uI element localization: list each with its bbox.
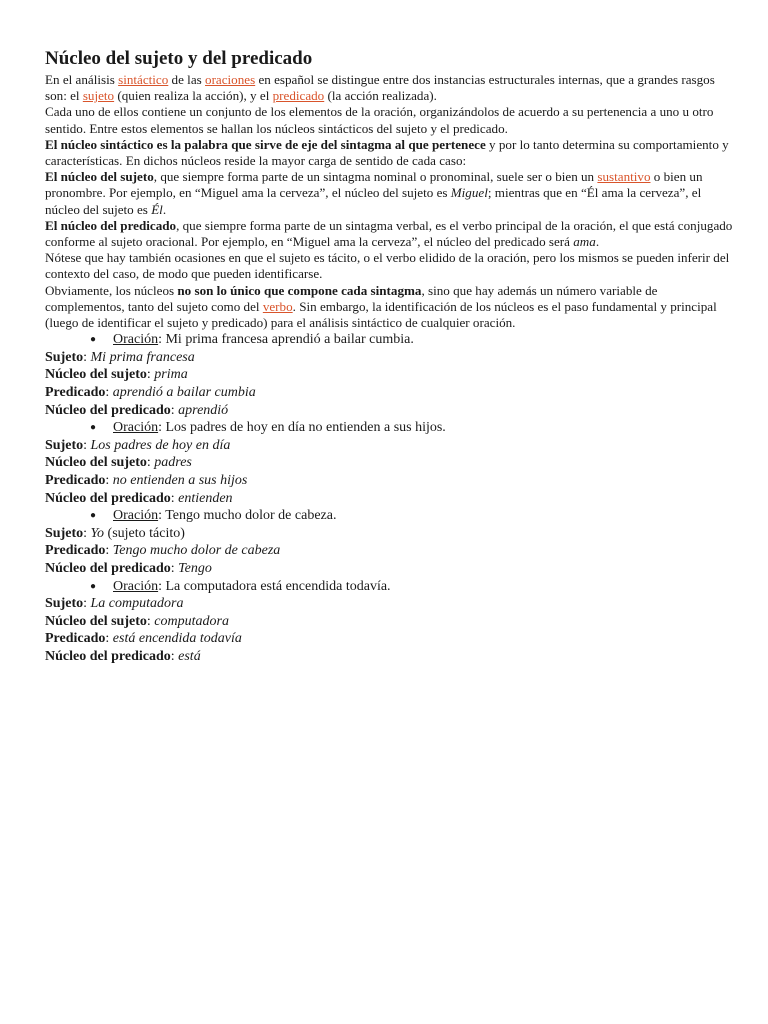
analysis-line: [45, 472, 735, 490]
text: o bien un pronombre. Por ejemplo, en “Miguel ama la cerveza”, el núcleo del sujeto es: [45, 169, 703, 201]
intro-paragraph-1: [45, 72, 735, 104]
oracion-label: Oración: [113, 420, 159, 436]
line-value: aprendió: [178, 402, 229, 418]
line-label: Predicado: [45, 543, 106, 559]
link-sintactico[interactable]: sintáctico: [118, 72, 169, 87]
line-label: Núcleo del sujeto: [45, 367, 147, 383]
analysis-line: [45, 366, 735, 384]
analysis-line: [45, 349, 735, 367]
analysis-line: [45, 595, 735, 613]
text: (quien realiza la acción), y el: [114, 88, 273, 104]
intro-paragraph-7: [45, 283, 735, 332]
analysis-line: [45, 630, 735, 648]
sep: :: [105, 631, 113, 647]
sep: :: [146, 367, 155, 383]
analysis-line: [45, 542, 735, 560]
bold-nucleo-sujeto: El núcleo del sujeto: [45, 169, 154, 185]
link-sujeto[interactable]: sujeto: [82, 88, 115, 104]
line-value: Los padres de hoy en día: [90, 437, 231, 453]
sep: :: [170, 648, 179, 664]
line-label: Núcleo del predicado: [45, 490, 171, 506]
text: , sino que hay además un número variable de complementos, tanto del sujeto como del: [45, 282, 658, 314]
bullet-icon: ●: [90, 422, 97, 434]
line-value: está encendida todavía: [112, 631, 242, 647]
bullet-icon: ●: [90, 510, 97, 522]
analysis-line: [45, 402, 735, 420]
sep: :: [105, 543, 113, 559]
analysis-line: [45, 560, 735, 578]
oracion-item: [45, 331, 735, 349]
line-label: Núcleo del predicado: [45, 648, 171, 664]
text: En el análisis: [45, 72, 119, 87]
document-page: [45, 48, 735, 666]
line-value: entienden: [178, 490, 233, 506]
bullet-icon: ●: [90, 334, 97, 346]
line-value: prima: [154, 367, 188, 383]
text: ; mientras que en “Él ama la cerveza”, el núcleo del sujeto es: [45, 185, 702, 217]
intro-paragraph-2: Cada uno de ellos contiene un conjunto de los elementos de la oración, organizándolos de acuerdo a su pertenencia a uno u otro sentido. Entre estos elementos se hallan los núcleos sintácticos del sujeto y el predicado.: [45, 104, 714, 136]
sep: :: [146, 613, 155, 629]
text: .: [595, 234, 600, 250]
line-label: Sujeto: [45, 349, 84, 365]
bold-definition: El núcleo sintáctico es la palabra que sirve de eje del sintagma al que pertenece: [45, 136, 486, 152]
intro-paragraph-4: [45, 169, 735, 218]
line-value: La computadora: [90, 596, 184, 612]
text: .: [162, 201, 167, 217]
line-value: Yo: [90, 525, 105, 541]
line-label: Núcleo del sujeto: [45, 455, 147, 471]
bullet-icon: ●: [90, 580, 97, 592]
text: . Sin embargo, la identificación de los núcleos es el paso fundamental y principal (luego de identificar el sujeto y predicado) para el análisis sintáctico de cualquier oración.: [45, 298, 717, 331]
oracion-item: [45, 419, 735, 437]
line-value: Tengo: [178, 560, 212, 576]
text: de las: [168, 72, 206, 87]
example-block-3: [45, 507, 735, 577]
sep: :: [105, 473, 113, 488]
line-note: (sujeto tácito): [104, 525, 185, 541]
sep: :: [83, 596, 91, 612]
oracion-item: [45, 578, 735, 596]
text: y por lo tanto determina su comportamiento y características. En dichos núcleos reside la mayor carga de sentido de cada caso:: [45, 136, 729, 169]
oracion-text: : Tengo mucho dolor de cabeza.: [158, 508, 337, 524]
text: , que siempre forma parte de un sintagma verbal, es el verbo principal de la oración, el que está conjugado conforme al sujeto oracional. Por ejemplo, en “Miguel ama la cerveza”, el núcleo del predicado será: [45, 217, 733, 250]
sep: :: [83, 437, 91, 453]
oracion-item: [45, 507, 735, 525]
line-label: Núcleo del sujeto: [45, 613, 147, 629]
italic-example: Él: [151, 201, 163, 217]
line-value: Mi prima francesa: [90, 349, 195, 365]
analysis-line: [45, 613, 735, 631]
sep: :: [146, 455, 155, 471]
oracion-text: : Los padres de hoy en día no entienden a sus hijos.: [158, 420, 446, 436]
sep: :: [170, 402, 179, 418]
link-verbo[interactable]: verbo: [262, 298, 293, 314]
oracion-label: Oración: [113, 332, 159, 348]
sep: :: [170, 490, 179, 506]
sep: :: [83, 349, 91, 365]
line-value: padres: [154, 455, 192, 471]
text: en español se distingue entre dos instancias estructurales internas, que a grandes rasgos son: el: [45, 72, 715, 104]
bold-nucleo-predicado: El núcleo del predicado: [45, 217, 177, 233]
text: Obviamente, los núcleos: [45, 282, 178, 298]
intro-paragraph-6: Nótese que hay también ocasiones en que el sujeto es tácito, o el verbo elidido de la oración, pero los mismos se pueden inferir del contexto del caso, de modo que pueden identificarse.: [45, 250, 730, 282]
analysis-line: [45, 454, 735, 472]
link-predicado[interactable]: predicado: [272, 88, 325, 104]
line-label: Sujeto: [45, 525, 84, 541]
line-value: computadora: [154, 613, 229, 629]
line-label: Predicado: [45, 631, 106, 647]
line-label: Núcleo del predicado: [45, 402, 171, 418]
oracion-text: : Mi prima francesa aprendió a bailar cumbia.: [158, 332, 414, 348]
link-oraciones[interactable]: oraciones: [205, 72, 256, 87]
text: (la acción realizada).: [324, 88, 437, 104]
sep: :: [170, 560, 179, 576]
line-label: Núcleo del predicado: [45, 560, 171, 576]
analysis-line: [45, 648, 735, 666]
example-block-1: [45, 331, 735, 419]
analysis-line: [45, 437, 735, 455]
page-title: Núcleo del sujeto y del predicado: [45, 48, 313, 69]
line-label: Predicado: [45, 385, 106, 401]
example-block-4: [45, 578, 735, 666]
analysis-line: [45, 490, 735, 508]
line-value: está: [178, 648, 201, 664]
intro-paragraph-3: [45, 137, 735, 169]
analysis-line: [45, 525, 735, 543]
intro-paragraph-5: [45, 218, 735, 250]
sep: :: [83, 525, 91, 541]
line-label: Sujeto: [45, 596, 84, 612]
italic-example: ama: [573, 234, 596, 250]
line-value: Tengo mucho dolor de cabeza: [112, 543, 281, 559]
bold-emphasis: no son lo único que compone cada sintagma: [177, 282, 422, 298]
line-label: Sujeto: [45, 437, 84, 453]
analysis-line: [45, 384, 735, 402]
oracion-label: Oración: [113, 508, 159, 524]
line-value: no entienden a sus hijos: [112, 473, 248, 488]
oracion-text: : La computadora está encendida todavía.: [158, 578, 391, 594]
oracion-label: Oración: [113, 578, 159, 594]
line-label: Predicado: [45, 473, 106, 488]
sep: :: [105, 385, 113, 401]
example-block-2: [45, 419, 735, 507]
line-value: aprendió a bailar cumbia: [112, 385, 256, 401]
text: , que siempre forma parte de un sintagma nominal o pronominal, suele ser o bien un: [153, 169, 598, 185]
link-sustantivo[interactable]: sustantivo: [597, 169, 651, 185]
italic-example: Miguel: [450, 185, 488, 201]
